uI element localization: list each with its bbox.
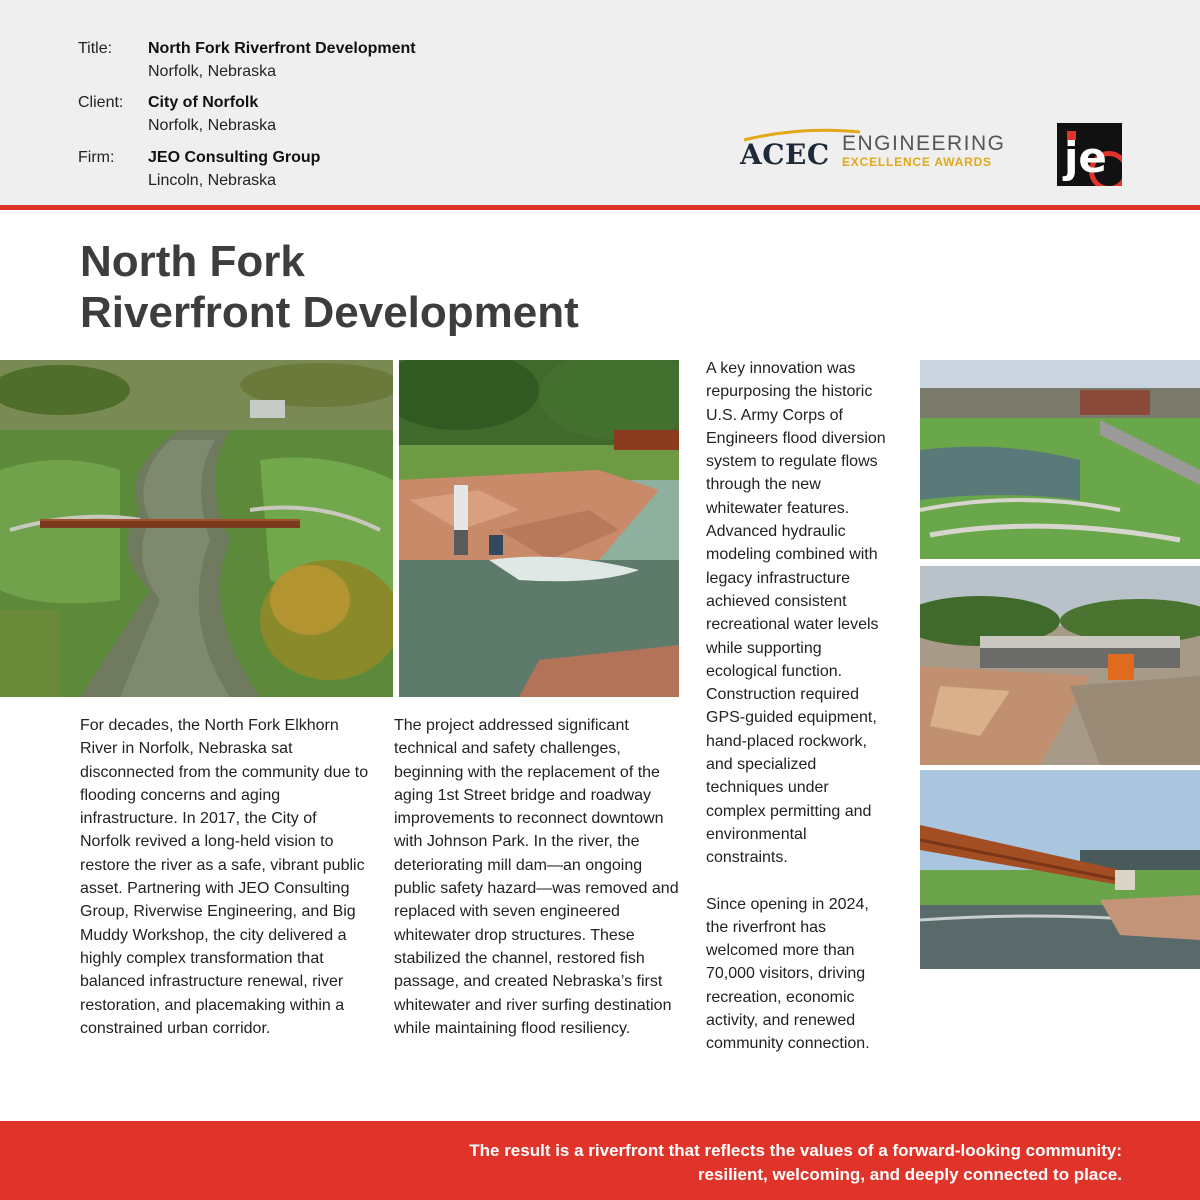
footer-line-2: resilient, welcoming, and deeply connected to place. [697, 1165, 1122, 1184]
meta-title-label: Title: [78, 40, 113, 57]
acec-engineering-text: ENGINEERING [842, 132, 1006, 155]
acec-logo [740, 132, 1010, 172]
header-divider [0, 205, 1200, 210]
aerial-river-photo [0, 360, 393, 697]
meta-title-value: North Fork Riverfront Development [148, 40, 416, 57]
acec-wordmark: ACEC [740, 138, 830, 171]
meta-client-value: City of Norfolk [148, 94, 259, 111]
page-title [80, 236, 579, 338]
meta-client-label: Client: [78, 94, 124, 111]
jeo-logo [1057, 123, 1122, 186]
riverfront-bridge-photo [920, 360, 1200, 559]
body-paragraph-2: The project addressed significant technical and safety challenges, beginning with the replacement of the aging 1st Street bridge and roadway improvements to reconnect downtown with Johnson Park. In the river, the deteriorating mill dam—an ongoing public safety hazard—was removed and replaced with seven engineered whitewater drop structures. These stabilized the channel, restored fish passage, and created Nebraska’s first whitewater and river surfing destination while maintaining flood resiliency. [394, 717, 679, 1037]
header-band [0, 0, 1200, 205]
acec-awards-text: EXCELLENCE AWARDS [842, 155, 992, 169]
footer-band [0, 1121, 1200, 1200]
page-title-line2: Riverfront Development [80, 288, 579, 337]
footer-statement [469, 1139, 1122, 1187]
body-paragraph-4: Since opening in 2024, the riverfront has welcomed more than 70,000 visitors, driving recreation, economic activity, and renewed community connection. [706, 895, 870, 1053]
body-paragraph-1: For decades, the North Fork Elkhorn River in Norfolk, Nebraska sat disconnected from the community due to flooding concerns and aging infrastructure. In 2017, the City of Norfolk revived a long-held vision to restore the river as a safe, vibrant public asset. Partnering with JEO Consulting Group, Riverwise Engineering, and Big Muddy Workshop, the city delivered a highly complex transformation that balanced infrastructure renewal, river restoration, and placemaking within a constrained urban corridor. [80, 717, 369, 1037]
meta-client-location: Norfolk, Nebraska [148, 117, 277, 134]
meta-title-location: Norfolk, Nebraska [148, 63, 277, 80]
meta-firm-location: Lincoln, Nebraska [148, 172, 277, 189]
meta-firm-value: JEO Consulting Group [148, 149, 321, 166]
jeo-mark: je [1064, 133, 1107, 182]
whitewater-rocks-photo [399, 360, 679, 697]
body-column-3 [706, 357, 891, 1056]
body-paragraph-3: A key innovation was repurposing the historic U.S. Army Corps of Engineers flood diversion system to regulate flows through the new whitewater features. Advanced hydraulic modeling combined with legacy infrastructure achieved consistent recreational water levels while supporting ecological function. Construction required GPS-guided equipment, hand-placed rockwork, and specialized techniques under complex permitting and environmental constraints. [706, 360, 886, 867]
page-title-line1: North Fork [80, 237, 305, 286]
construction-photo [920, 566, 1200, 765]
meta-firm-label: Firm: [78, 149, 115, 166]
pedestrian-bridge-photo [920, 770, 1200, 969]
footer-line-1: The result is a riverfront that reflects the values of a forward-looking community: [469, 1141, 1122, 1160]
